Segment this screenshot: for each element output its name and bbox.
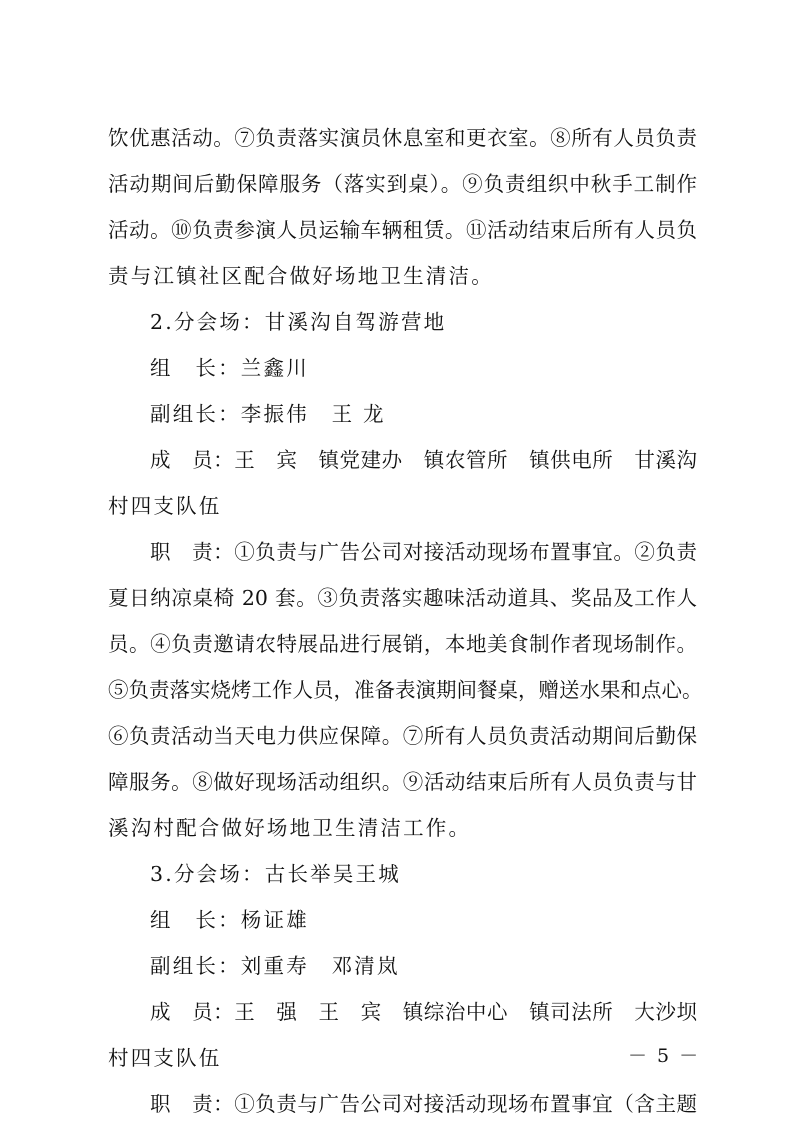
text-line: 责与江镇社区配合做好场地卫生清洁。 bbox=[108, 264, 494, 288]
duties: 职 责：①负责与广告公司对接活动现场布置事宜。②负责 bbox=[150, 540, 697, 564]
text-line: 夏日纳凉桌椅 20 套。③负责落实趣味活动道具、奖品及工作人 bbox=[108, 586, 697, 610]
section-heading: 3.分会场：古长举吴王城 bbox=[150, 862, 401, 886]
members: 成 员：王 宾 镇党建办 镇农管所 镇供电所 甘溪沟 bbox=[150, 448, 697, 472]
deputy-leaders: 副组长：李振伟 王 龙 bbox=[150, 402, 386, 426]
text-line: ⑤负责落实烧烤工作人员，准备表演期间餐桌，赠送水果和点心。 bbox=[108, 678, 703, 702]
members: 成 员：王 强 王 宾 镇综治中心 镇司法所 大沙坝 bbox=[150, 1000, 697, 1024]
text-line: 活动期间后勤保障服务（落实到桌）。⑨负责组织中秋手工制作 bbox=[108, 172, 697, 196]
duties: 职 责：①负责与广告公司对接活动现场布置事宜（含主题 bbox=[150, 1092, 697, 1116]
group-leader: 组 长：兰鑫川 bbox=[150, 356, 309, 380]
text-line: ⑥负责活动当天电力供应保障。⑦所有人员负责活动期间后勤保 bbox=[108, 724, 697, 748]
group-leader: 组 长：杨证雄 bbox=[150, 908, 309, 932]
text-line: 溪沟村配合做好场地卫生清洁工作。 bbox=[108, 816, 472, 840]
text-line: 活动。⑩负责参演人员运输车辆租赁。⑪活动结束后所有人员负 bbox=[108, 218, 697, 242]
text-line: 障服务。⑧做好现场活动组织。⑨活动结束后所有人员负责与甘 bbox=[108, 770, 697, 794]
section-heading: 2.分会场：甘溪沟自驾游营地 bbox=[150, 310, 447, 334]
text-line: 村四支队伍 bbox=[108, 1046, 222, 1070]
text-line: 饮优惠活动。⑦负责落实演员休息室和更衣室。⑧所有人员负责 bbox=[108, 126, 697, 150]
deputy-leaders: 副组长：刘重寿 邓清岚 bbox=[150, 954, 400, 978]
page-number: － 5 － bbox=[628, 1045, 701, 1067]
text-line: 村四支队伍 bbox=[108, 494, 222, 518]
text-line: 员。④负责邀请农特展品进行展销，本地美食制作者现场制作。 bbox=[108, 632, 697, 656]
